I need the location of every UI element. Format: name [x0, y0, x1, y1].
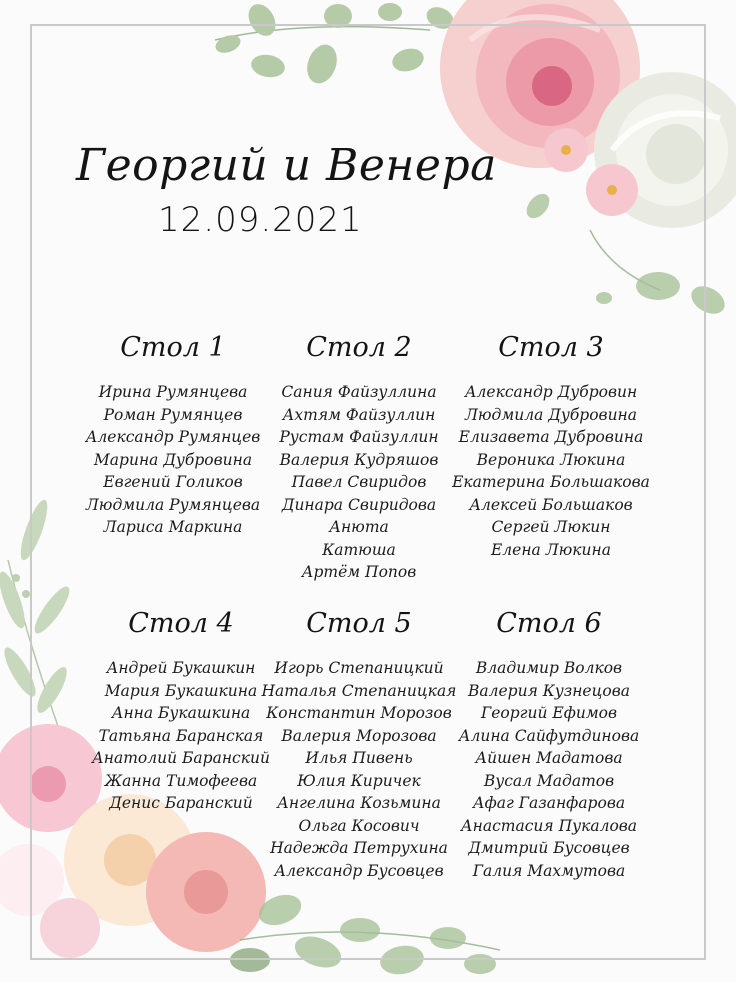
guest-name: Марина Дубровина — [93, 450, 253, 469]
guest-name: Ахтям Файзуллин — [282, 405, 436, 424]
guest-name: Анатолий Баранский — [92, 749, 270, 767]
guest-name: Александр Бусовцев — [274, 861, 444, 880]
guest-name: Александр Дубровин — [464, 383, 638, 401]
guest-name: Мария Букашкина — [104, 681, 258, 700]
guest-name: Павел Свиридов — [291, 473, 427, 491]
guest-name: Денис Баранский — [109, 794, 253, 812]
guest-name: Жанна Тимофеева — [104, 771, 258, 790]
guest-name: Андрей Букашкин — [106, 659, 256, 677]
guest-list — [254, 657, 464, 882]
guest-name: Георгий Ефимов — [480, 704, 618, 722]
guest-name: Анна Букашкина — [111, 704, 251, 722]
guest-list — [444, 657, 654, 882]
guest-name: Ангелина Козьмина — [277, 794, 441, 812]
guest-name: Татьяна Баранская — [98, 726, 264, 745]
table-6 — [444, 608, 654, 882]
guest-name: Анастасия Пукалова — [460, 816, 638, 835]
couple-names: Георгий и Венера — [76, 140, 497, 191]
table-title: Стол 2 — [306, 332, 412, 363]
guest-name: Катюша — [322, 540, 396, 559]
guest-name: Екатерина Большакова — [452, 473, 650, 491]
guest-name: Сания Файзуллина — [281, 383, 437, 401]
guest-name: Елена Люкина — [490, 540, 611, 559]
table-title: Стол 1 — [120, 332, 226, 363]
guest-name: Владимир Волков — [475, 659, 623, 677]
guest-name: Валерия Кузнецова — [467, 681, 630, 700]
guest-name: Наталья Степаницкая — [261, 681, 457, 700]
guest-name: Константин Морозов — [266, 704, 452, 722]
guest-name: Лариса Маркина — [103, 518, 243, 536]
table-title: Стол 4 — [128, 608, 234, 639]
table-5 — [254, 608, 464, 882]
guest-name: Ирина Румянцева — [98, 383, 248, 401]
guest-name: Анюта — [329, 518, 389, 536]
guest-name: Игорь Степаницкий — [274, 659, 444, 677]
guest-name: Ольга Косович — [298, 816, 420, 835]
wedding-date: 12.09.2021 — [158, 200, 363, 240]
table-title: Стол 3 — [498, 332, 604, 363]
guest-name: Вусал Мадатов — [483, 771, 615, 790]
table-2 — [254, 332, 464, 584]
table-title: Стол 6 — [496, 608, 602, 639]
table-1 — [68, 332, 278, 539]
guest-name: Афаг Газанфарова — [472, 794, 626, 812]
guest-list — [446, 381, 656, 561]
guest-name: Илья Пивень — [305, 749, 413, 767]
guest-name: Галия Махмутова — [472, 861, 626, 880]
guest-name: Валерия Кудряшов — [279, 450, 439, 469]
guest-name: Динара Свиридова — [281, 495, 437, 514]
guest-name: Людмила Дубровина — [464, 405, 638, 424]
guest-name: Рустам Файзуллин — [279, 428, 439, 446]
table-title: Стол 5 — [306, 608, 412, 639]
guest-name: Елизавета Дубровина — [458, 428, 644, 446]
guest-list — [68, 381, 278, 539]
guest-name: Вероника Люкина — [476, 450, 626, 469]
guest-name: Роман Румянцев — [103, 405, 243, 424]
guest-name: Дмитрий Бусовцев — [468, 839, 630, 857]
table-3 — [446, 332, 656, 561]
guest-name: Артём Попов — [301, 563, 417, 581]
guest-name: Алексей Большаков — [469, 495, 633, 514]
guest-name: Людмила Румянцева — [85, 495, 261, 514]
guest-name: Сергей Люкин — [491, 518, 611, 536]
guest-name: Алина Сайфутдинова — [458, 726, 640, 745]
guest-name: Надежда Петрухина — [270, 839, 448, 857]
guest-name: Валерия Морозова — [281, 726, 437, 745]
guest-list — [254, 381, 464, 584]
guest-name: Юлия Киричек — [297, 771, 421, 790]
guest-name: Александр Румянцев — [85, 428, 261, 446]
guest-name: Евгений Голиков — [103, 473, 243, 491]
guest-name: Айшен Мадатова — [475, 749, 623, 767]
